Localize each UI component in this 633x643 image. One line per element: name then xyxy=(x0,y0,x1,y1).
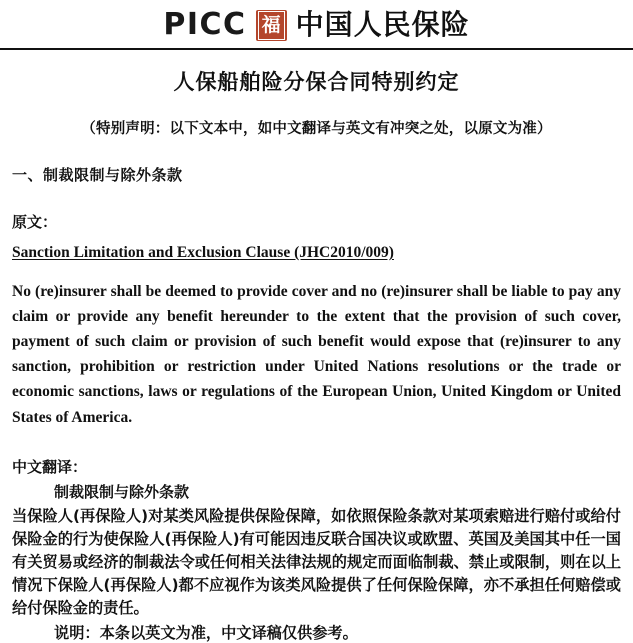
header-divider xyxy=(0,48,633,50)
picc-seal-logo xyxy=(256,10,287,41)
translation-label: 中文翻译： xyxy=(12,457,88,476)
translation-clause-title: 制裁限制与除外条款 xyxy=(54,482,190,501)
page-title: 人保船舶险分保合同特别约定 xyxy=(173,70,460,94)
seal-character: 福 xyxy=(258,11,285,40)
original-clause-title: Sanction Limitation and Exclusion Clause (JHC2010/009) xyxy=(12,244,394,261)
section-heading-1: 一、制裁限制与除外条款 xyxy=(12,166,183,184)
brand-chinese-name: 中国人民保险 xyxy=(295,8,470,41)
brand-header xyxy=(0,0,633,48)
original-text-label: 原文： xyxy=(12,213,58,231)
document-subtitle: （特别声明：以下文本中，如中文翻译与英文有冲突之处，以原文为准） xyxy=(81,121,552,137)
translation-clause-body: 当保险人(再保险人)对某类风险提供保险保障，如依照保险条款对某项索赔进行赔付或给付保险金的行为使保险人(再保险人)有可能因违反联合国决议或欧盟、英国及美国其中任一国有关贸易或经济的制裁法令或任何相关法律法规的规定而面临制裁、禁止或限制，则在以上情况下保险人(再保险人)都不应视作为该类风险提供了任何保险保障，亦不承担任何赔偿或给付保险金的责任。 xyxy=(12,506,621,618)
original-clause-body: No (re)insurer shall be deemed to provide cover and no (re)insurer shall be liable to pay any claim or provide any benefit hereunder to the extent that the provision of such cover, payment of such claim or provision of such benefit would expose that (re)insurer to any sanction, prohibition or restriction under United Nations resolutions or the trade or economic sanctions, laws or regulations of the European Union, United Kingdom or United States of America. xyxy=(12,283,621,426)
picc-wordmark: PICC xyxy=(163,7,247,42)
document-page xyxy=(0,66,633,643)
translation-note: 说明：本条以英文为准，中文译稿仅供参考。 xyxy=(54,624,358,643)
